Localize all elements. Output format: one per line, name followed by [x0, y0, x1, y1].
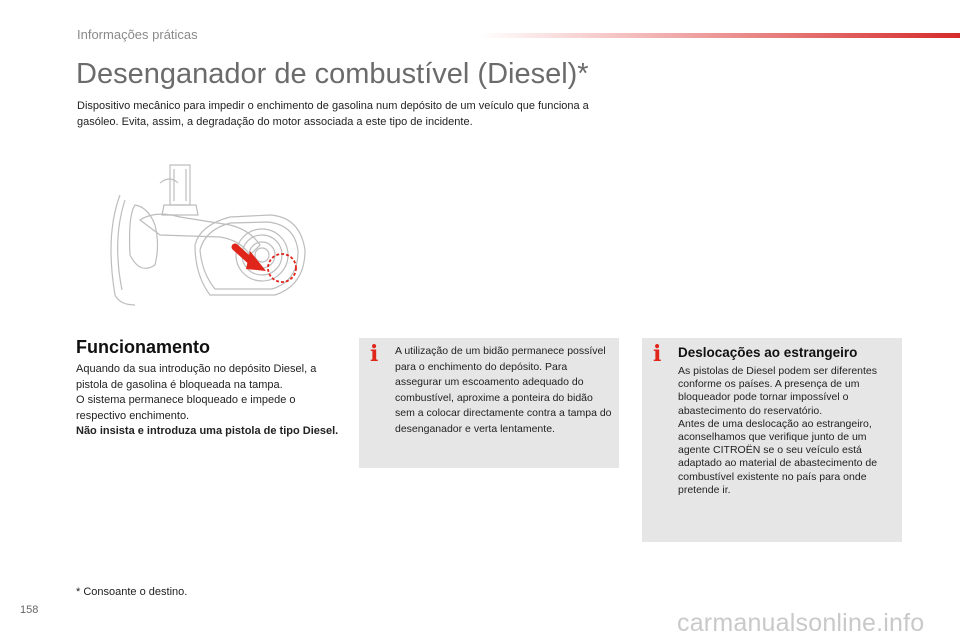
funcionamento-body: [76, 362, 346, 440]
note-box-bidao: [359, 338, 619, 468]
note-travel-line-2: Antes de uma deslocação ao estrangeiro, aconselhamos que verifique junto de um agente CITROËN se o seu veículo está adaptado ao material de abastecimento de combustível existente no país para onde pretende ir.: [678, 417, 878, 496]
funcionamento-title: Funcionamento: [76, 337, 210, 357]
note-box-travel: [642, 338, 902, 542]
footnote: * Consoante o destino.: [76, 586, 188, 598]
funcionamento-line-1: Aquando da sua introdução no depósito Diesel, a pistola de gasolina é bloqueada na tampa.: [76, 363, 317, 391]
page-title: Desenganador de combustível (Diesel)*: [76, 58, 589, 90]
funcionamento-warning: Não insista e introduza uma pistola de tipo Diesel.: [76, 425, 339, 437]
note-travel-text: [678, 365, 896, 497]
funcionamento-line-2: O sistema permanece bloqueado e impede o respectivo enchimento.: [76, 394, 296, 422]
page-number: 158: [20, 604, 39, 616]
note-bidao-text: A utilização de um bidão permanece possível para o enchimento do depósito. Para assegurar um escoamento adequado do combustível, aproxime a ponteira do bidão sem a colocar directamente contra a tampa do desenganador e verta lentamente.: [395, 345, 612, 435]
note-travel-line-1: As pistolas de Diesel podem ser diferentes conforme os países. A presença de um bloqueador pode tornar impossível o abastecimento do reservatório.: [678, 365, 878, 417]
intro-paragraph: Dispositivo mecânico para impedir o enchimento de gasolina num depósito de um veículo que funciona a gasóleo. Evita, assim, a degradação do motor associada a este tipo de incidente.: [77, 100, 589, 128]
fuel-filler-illustration: [100, 155, 320, 310]
info-icon: i: [370, 341, 379, 367]
info-icon: i: [653, 341, 662, 367]
header-accent-bar: [480, 33, 960, 38]
section-label: Informações práticas: [77, 27, 198, 42]
note-travel-title: Deslocações ao estrangeiro: [678, 345, 858, 360]
watermark: carmanualsonline.info: [677, 609, 925, 637]
